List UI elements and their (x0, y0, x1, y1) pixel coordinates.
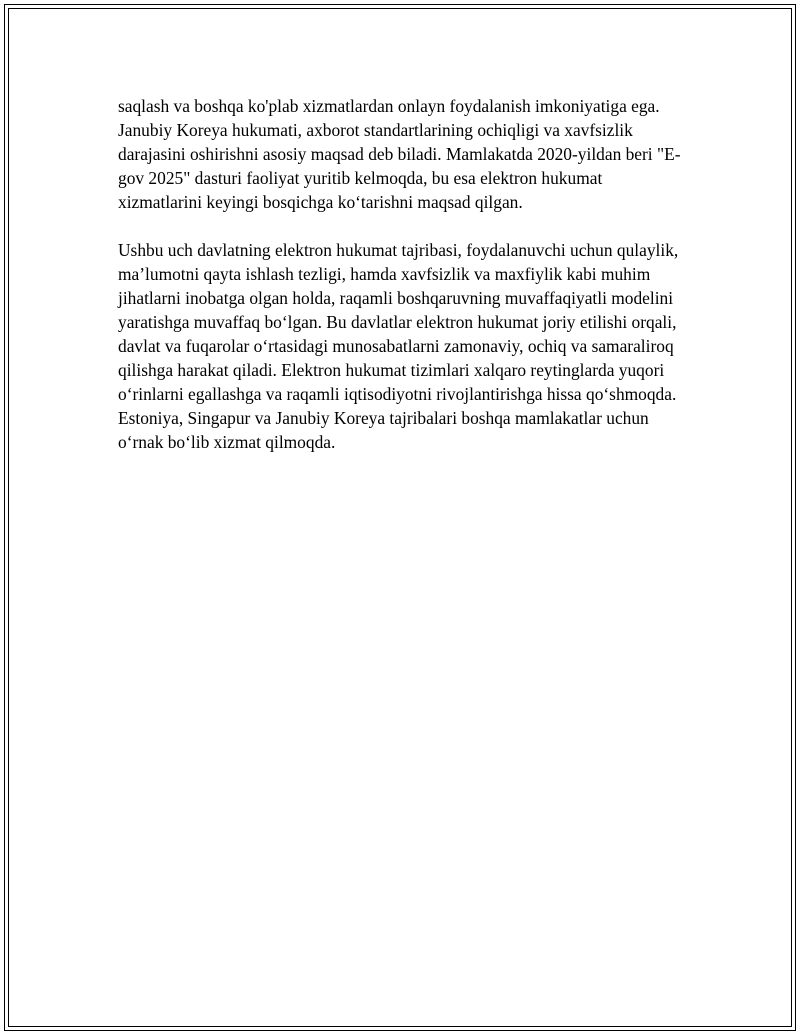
paragraph-1: saqlash va boshqa ko'plab xizmatlardan onlayn foydalanish imkoniyatiga ega. Janubiy Koreya hukumati, axborot standartlarining ochiqligi va xavfsizlik darajasini oshirishni asosiy maqsad deb biladi. Mamlakatda 2020-yildan beri "E-gov 2025" dasturi faoliyat yuritib kelmoqda, bu esa elektron hukumat xizmatlarini keyingi bosqichga ko‘tarishni maqsad qilgan. (118, 96, 681, 212)
paragraph-2: Ushbu uch davlatning elektron hukumat tajribasi, foydalanuvchi uchun qulaylik, ma’lumotni qayta ishlash tezligi, hamda xavfsizlik va maxfiylik kabi muhim jihatlarni inobatga olgan holda, raqamli boshqaruvning muvaffaqiyatli modelini yaratishga muvaffaq bo‘lgan. Bu davlatlar elektron hukumat joriy etilishi orqali, davlat va fuqarolar o‘rtasidagi munosabatlarni zamonaviy, ochiq va samaraliroq qilishga harakat qiladi. Elektron hukumat tizimlari xalqaro reytinglarda yuqori o‘rinlarni egallashga va raqamli iqtisodiyotni rivojlantirishga hissa qo‘shmoqda. Estoniya, Singapur va Janubiy Koreya tajribalari boshqa mamlakatlar uchun o‘rnak bo‘lib xizmat qilmoqda. (118, 240, 679, 452)
document-body (118, 94, 690, 478)
